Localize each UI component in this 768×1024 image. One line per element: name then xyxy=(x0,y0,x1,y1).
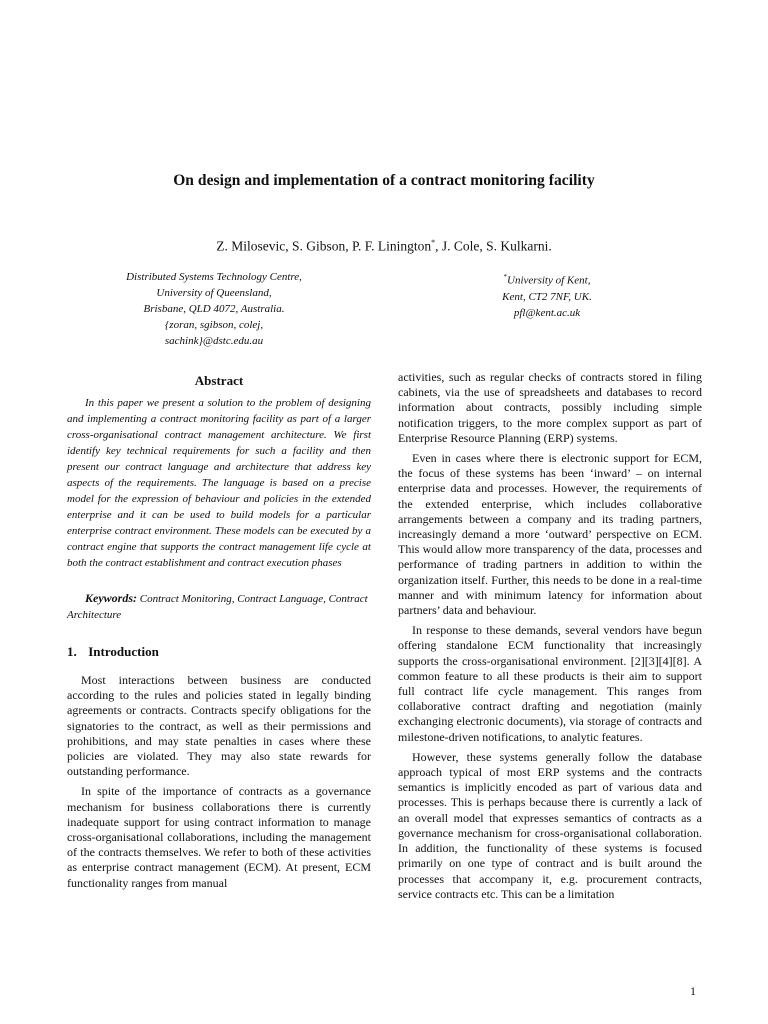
authors-first: Z. Milosevic, S. Gibson, P. F. Linington xyxy=(216,238,432,254)
authors-rest: , J. Cole, S. Kulkarni. xyxy=(435,238,552,254)
abstract-text: In this paper we present a solution to the problem of designing and implementing a contract monitoring facility as part of a larger cross-organisational contract management architecture. We first identify key technical requirements for such a facility and then present our contract language and architecture that address key aspects of the requirements. The language is based on a precise model for the expression of behaviour and policies in the extended enterprise and it can be used to build models for a particular enterprise contract environment. These models can be executed by a contract engine that supports the contract management life cycle at both the contract establishment and contract execution phases xyxy=(67,397,371,569)
body-paragraph: In response to these demands, several vendors have begun offering standalone ECM functionality that increasingly supports the cross-organisational environment. [2][3][4][8]. A common feature to all these products is their aim to support full contract life cycle management. This ranges from collaborative contract drafting and negotiation (mainly exchanging electronic documents), via storage of contracts and milestone-driven notifications, to analytic features. xyxy=(398,623,702,744)
body-paragraph: activities, such as regular checks of contracts stored in filing cabinets, via the use of spreadsheets and databases to record information about contracts, possibly including simple notification triggers, to the more complex support as part of Enterprise Resource Planning (ERP) systems. xyxy=(398,370,702,445)
author-list xyxy=(0,238,768,255)
keywords-text: Contract Monitoring, Contract Language, Contract Architecture xyxy=(67,593,368,621)
affiliation-line: Kent, CT2 7NF, UK. xyxy=(502,290,592,303)
affiliation-dstc xyxy=(96,269,332,349)
keywords xyxy=(67,590,371,623)
affiliation-mark: * xyxy=(503,273,508,281)
right-column-body xyxy=(398,370,702,907)
body-paragraph: In spite of the importance of contracts as a governance mechanism for business collaborations there is currently inadequate support for using contract information to manage cross-organisational collaborations, including the management of the contracts themselves. We refer to both of these activities as enterprise contract management (ECM). At present, ECM functionality ranges from manual xyxy=(67,784,371,890)
paper-title: On design and implementation of a contract monitoring facility xyxy=(173,172,595,189)
section-heading-introduction xyxy=(67,644,371,660)
affiliation-text: University of Kent, xyxy=(507,274,591,287)
body-paragraph: Even in cases where there is electronic support for ECM, the focus of these systems has been ‘inward’ – on internal enterprise data and processes. However, the requirements of the extended enterprise, which includes collaborative arrangements between a company and its trading partners, increasingly demand a more ‘outward’ perspective on ECM. This would allow more transparency of the data, processes and performance of trading partners in addition to within the organization itself. Further, this needs to be done in a real-time manner and with minimum latency for information about partners’ data and behaviour. xyxy=(398,451,702,618)
affiliation-line xyxy=(452,269,642,289)
abstract-heading: Abstract xyxy=(194,373,244,388)
left-column-body xyxy=(67,673,371,896)
affiliation-line: University of Queensland, xyxy=(156,287,272,299)
affiliation-line: sachink}@dstc.edu.au xyxy=(164,335,264,347)
section-number: 1. xyxy=(67,644,77,659)
affiliation-line: pfl@kent.ac.uk xyxy=(513,306,581,319)
affiliation-kent xyxy=(452,269,642,321)
body-paragraph: However, these systems generally follow the database approach typical of most ERP systems and the contracts semantics is implicitly encoded as part of various data and processes. This is perhaps because there is currently a lack of an overall model that expresses semantics of contracts as a governance mechanism for cross-organisational collaboration. In addition, the functionality of these systems is focused primarily on one type of contract and is built around the processes that accompany it, e.g. procurement contracts, service contracts etc. This can be a limitation xyxy=(398,749,702,901)
author-affiliation-mark: * xyxy=(431,238,436,247)
page-number: 1 xyxy=(690,984,696,998)
affiliation-line: Brisbane, QLD 4072, Australia. xyxy=(143,303,285,315)
affiliation-line: {zoran, sgibson, colej, xyxy=(164,319,264,331)
affiliation-line: Distributed Systems Technology Centre, xyxy=(126,271,302,283)
body-paragraph: Most interactions between business are conducted according to the rules and policies stated in legally binding agreements or contracts. Contracts specify obligations for the signatories to the contract, as well as their permissions and prohibitions, and may state penalties in cases where these policies are violated. They may also state rewards for outstanding performance. xyxy=(67,673,371,779)
keywords-label: Keywords: xyxy=(85,591,137,605)
section-title: Introduction xyxy=(88,644,159,659)
